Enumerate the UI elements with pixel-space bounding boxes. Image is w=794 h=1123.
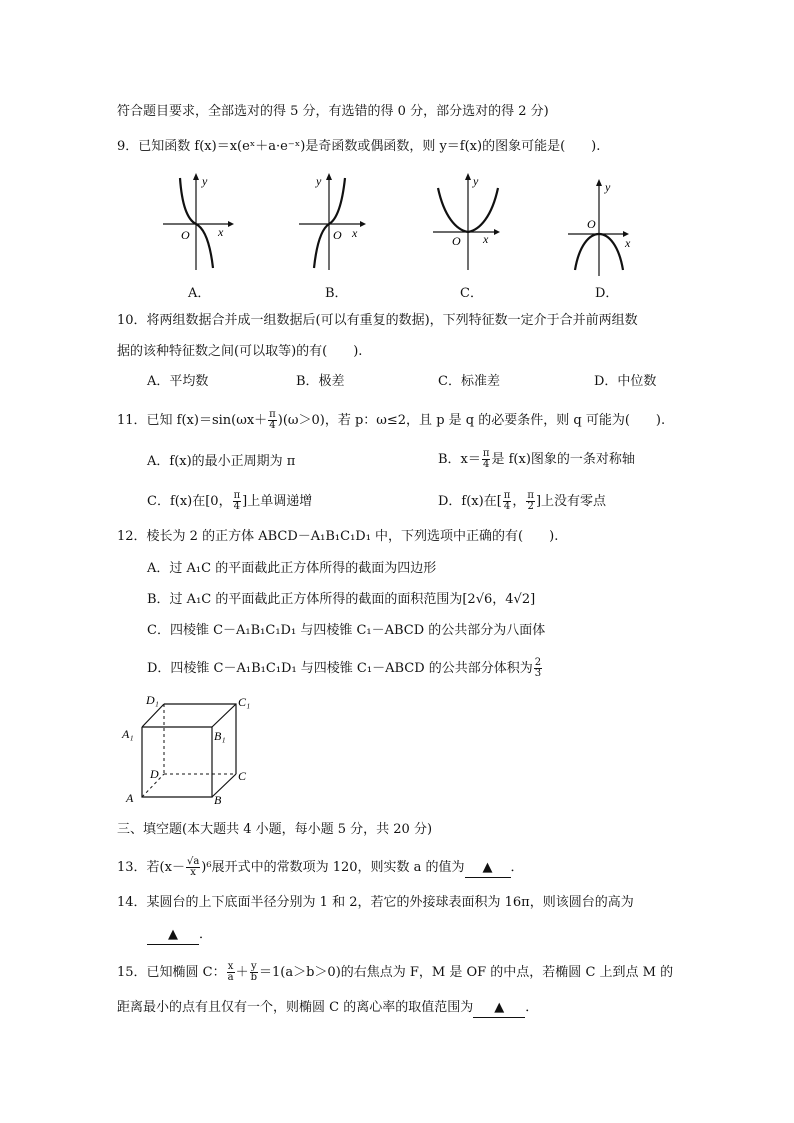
q12-stem: 12．棱长为 2 的正方体 ABCD－A₁B₁C₁D₁ 中，下列选项中正确的有( ).	[117, 529, 559, 544]
axis-x-label: x	[218, 225, 224, 239]
axis-x-label: x	[483, 232, 489, 246]
q10-option-b: B．极差	[296, 374, 345, 389]
graph-a	[158, 172, 238, 272]
graph-a-label: A．	[188, 286, 211, 301]
intro-text: 符合题目要求，全部选对的得 5 分，有选错的得 0 分，部分选对的得 2 分)	[117, 104, 549, 119]
q10-stem-line2: 据的该种特征数之间(可以取等)的有( ).	[117, 344, 363, 359]
q10-stem-line1: 10．将两组数据合并成一组数据后(可以有重复的数据)，下列特征数一定介于合并前两组数	[117, 313, 638, 328]
origin-label: O	[181, 228, 190, 242]
vertex-b1: B₁	[214, 729, 226, 743]
y-over-b: $\frac{y}{b}$	[250, 961, 258, 983]
pi-over-four: $\frac{\pi}{4}$	[233, 490, 241, 512]
vertex-c1: C₁	[238, 695, 251, 709]
axis-y-label: y	[473, 174, 479, 188]
pi-over-four: $\frac{\pi}{4}$	[503, 490, 511, 512]
graph-d	[565, 178, 645, 278]
axis-y-label: y	[202, 174, 208, 188]
q13-answer-blank[interactable]: ▲	[465, 859, 511, 878]
q15-stem-line1: 15．已知椭圆 C： $\frac{x}{a}$ ＋ $\frac{y}{b}$ ＝1(a＞b＞0)的右焦点为 F，M 是 OF 的中点，若椭圆 C 上到点 M 的	[117, 961, 674, 983]
q14-answer-line: ▲ ．	[147, 926, 212, 945]
axis-y-label: y	[605, 180, 611, 194]
vertex-c: C	[238, 769, 247, 783]
sqrt-a-over-x: $\frac{√a}{x}$	[186, 856, 200, 878]
axis-x-label: x	[352, 226, 358, 240]
q10-option-a: A．平均数	[147, 374, 209, 389]
q10-option-d: D．中位数	[594, 374, 657, 389]
q12-option-c: C．四棱锥 C－A₁B₁C₁D₁ 与四棱锥 C₁－ABCD 的公共部分为八面体	[147, 623, 546, 638]
axis-y-label: y	[316, 174, 322, 188]
vertex-a: A	[126, 791, 134, 805]
q12-option-a: A．过 A₁C 的平面截此正方体所得的截面为四边形	[147, 561, 437, 576]
q12-option-d: D．四棱锥 C－A₁B₁C₁D₁ 与四棱锥 C₁－ABCD 的公共部分体积为 $\frac{2}{3}$	[147, 657, 542, 679]
graph-d-label: D．	[595, 286, 619, 301]
q14-answer-blank[interactable]: ▲	[147, 926, 199, 945]
vertex-b: B	[214, 793, 222, 807]
q11-stem-part2: )(ω＞0)，若 p：ω≤2，且 p 是 q 的必要条件，则 q 可能为( ).	[277, 413, 666, 428]
q11-option-c: C．f(x)在[0， $\frac{\pi}{4}$ ]上单调递增	[147, 490, 313, 512]
vertex-d1: D₁	[146, 693, 159, 707]
pi-over-four: $\frac{\pi}{4}$	[482, 448, 490, 470]
section3-heading: 三、填空题(本大题共 4 小题，每小题 5 分，共 20 分)	[117, 822, 433, 837]
q14-stem: 14．某圆台的上下底面半径分别为 1 和 2，若它的外接球表面积为 16π，则该圆台的高为	[117, 895, 634, 910]
origin-label: O	[587, 217, 596, 231]
graph-c-label: C．	[460, 286, 483, 301]
x-over-a: $\frac{x}{a}$	[227, 961, 234, 983]
two-thirds: $\frac{2}{3}$	[534, 657, 542, 679]
q11-option-a: A．f(x)的最小正周期为 π	[147, 454, 296, 469]
q15-answer-blank[interactable]: ▲	[473, 999, 525, 1018]
vertex-a1: A₁	[122, 727, 134, 741]
q10-option-c: C．标准差	[438, 374, 500, 389]
q11-option-b: B．x＝ $\frac{\pi}{4}$ 是 f(x)图象的一条对称轴	[438, 448, 635, 470]
origin-label: O	[452, 234, 461, 248]
q12-option-b: B．过 A₁C 的平面截此正方体所得的截面的面积范围为[2√6，4√2]	[147, 592, 536, 607]
graph-b	[296, 172, 376, 272]
q11-option-d: D．f(x)在[ $\frac{\pi}{4}$ ， $\frac{\pi}{2}$ ]上没有零点	[438, 490, 607, 512]
graph-c	[430, 172, 510, 272]
cube-figure	[120, 690, 260, 810]
q11-stem-part1: 11．已知 f(x)＝sin(ωx＋	[117, 413, 268, 428]
origin-label: O	[333, 228, 342, 242]
q15-stem-line2: 距离最小的点有且仅有一个，则椭圆 C 的离心率的取值范围为 ▲ ．	[117, 999, 538, 1018]
axis-x-label: x	[625, 236, 631, 250]
q9-stem: 9．已知函数 f(x)＝x(eˣ＋a·e⁻ˣ)是奇函数或偶函数，则 y＝f(x)的图象可能是( ).	[117, 139, 601, 154]
q13-stem: 13．若(x－ $\frac{√a}{x}$ )⁶展开式中的常数项为 120，则实数 a 的值为 ▲ ．	[117, 856, 524, 878]
graph-b-label: B．	[325, 286, 348, 301]
pi-over-four: $\frac{\pi}{4}$	[269, 409, 276, 431]
pi-over-two: $\frac{\pi}{2}$	[527, 490, 534, 512]
vertex-d: D	[150, 767, 159, 781]
q11-stem	[117, 410, 665, 431]
